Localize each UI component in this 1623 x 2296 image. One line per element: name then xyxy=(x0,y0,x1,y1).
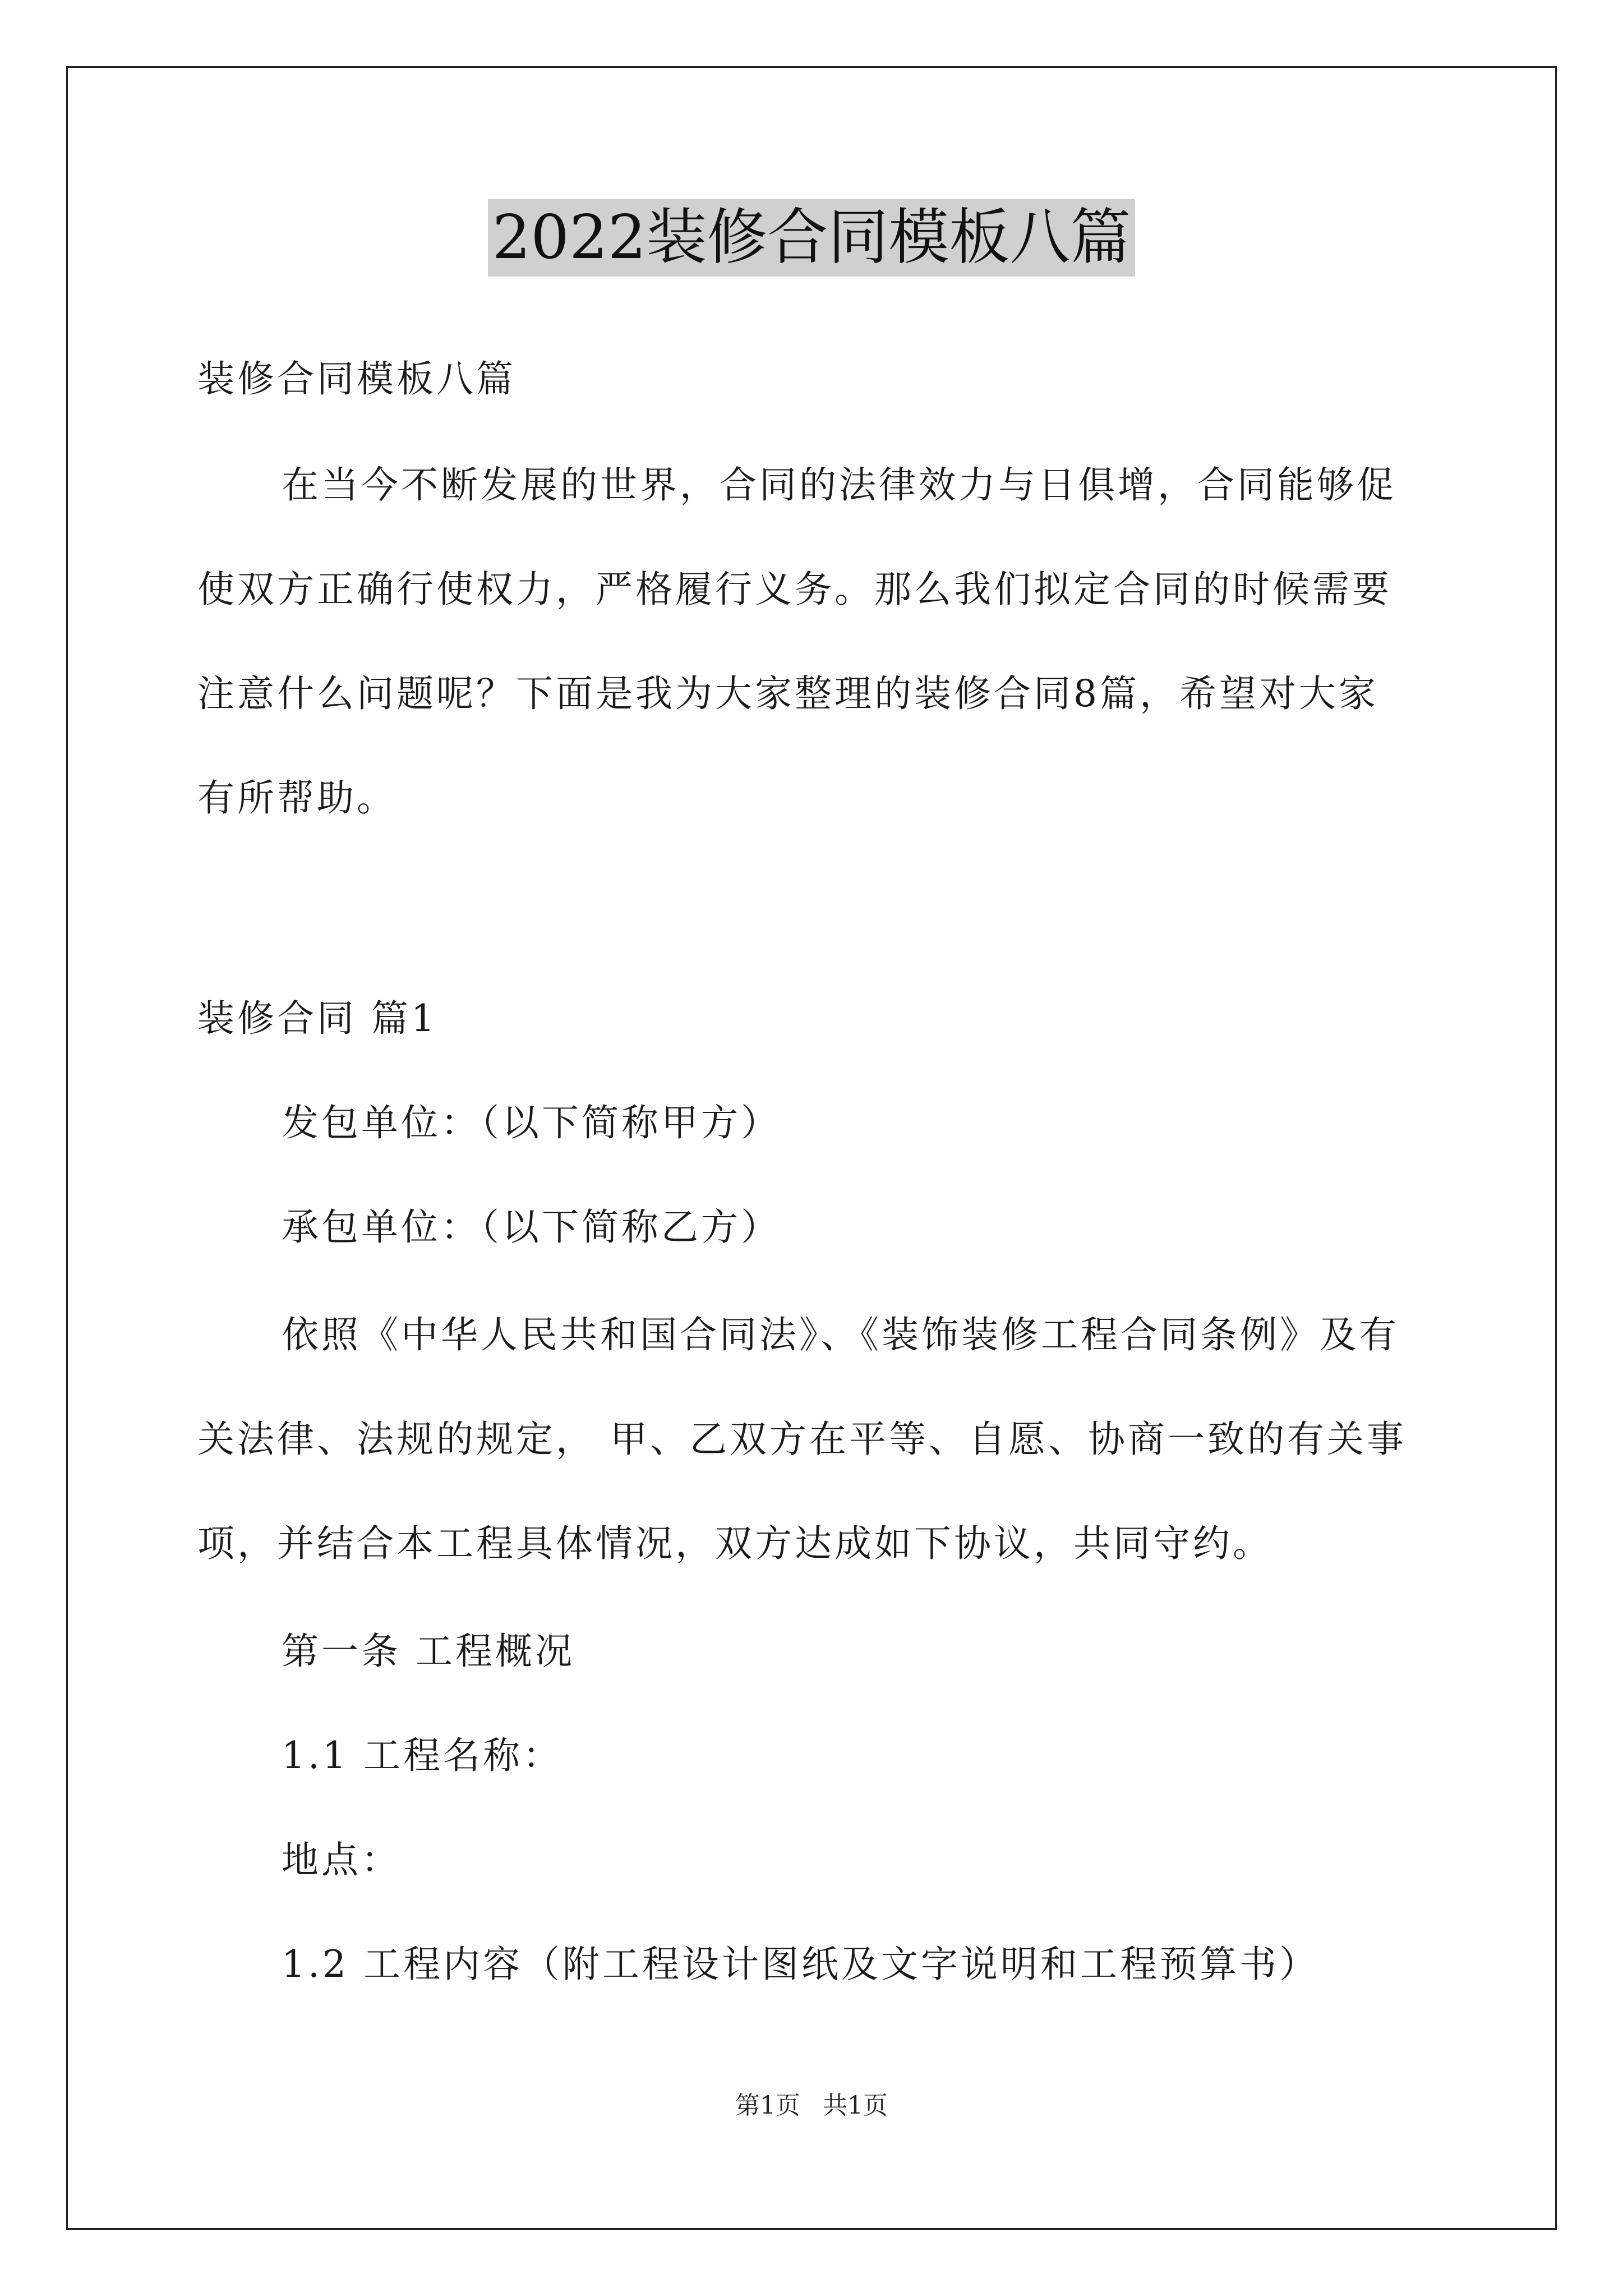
section-heading: 装修合同 篇1 xyxy=(197,997,437,1040)
body-line: 承包单位：（以下简称乙方） xyxy=(282,1205,781,1249)
page-total: 共1页 xyxy=(823,2091,888,2120)
document-title-block xyxy=(0,199,1623,277)
subtitle-line: 装修合同模板八篇 xyxy=(197,357,516,401)
body-line: 1.1 工程名称： xyxy=(282,1734,562,1777)
body-line: 注意什么问题呢？下面是我为大家整理的装修合同8篇，希望对大家 xyxy=(197,672,1378,715)
body-line: 关法律、法规的规定， 甲、乙双方在平等、自愿、协商一致的有关事 xyxy=(197,1418,1407,1461)
body-line: 在当今不断发展的世界，合同的法律效力与日俱增，合同能够促 xyxy=(282,463,1396,507)
body-line: 有所帮助。 xyxy=(197,776,396,820)
body-line: 1.2 工程内容（附工程设计图纸及文字说明和工程预算书） xyxy=(282,1943,1319,1986)
clause-heading: 第一条 工程概况 xyxy=(282,1630,575,1673)
body-line: 项，并结合本工程具体情况，双方达成如下协议，共同守约。 xyxy=(197,1522,1272,1565)
body-line: 发包单位：（以下简称甲方） xyxy=(282,1101,781,1144)
body-line: 使双方正确行使权力，严格履行义务。那么我们拟定合同的时候需要 xyxy=(197,568,1392,611)
document-title: 2022装修合同模板八篇 xyxy=(488,199,1136,277)
page-footer xyxy=(0,2090,1623,2122)
body-line: 地点： xyxy=(282,1838,401,1881)
page-number: 第1页 xyxy=(735,2091,800,2120)
body-line: 依照《中华人民共和国合同法》、《装饰装修工程合同条例》及有 xyxy=(282,1313,1399,1356)
